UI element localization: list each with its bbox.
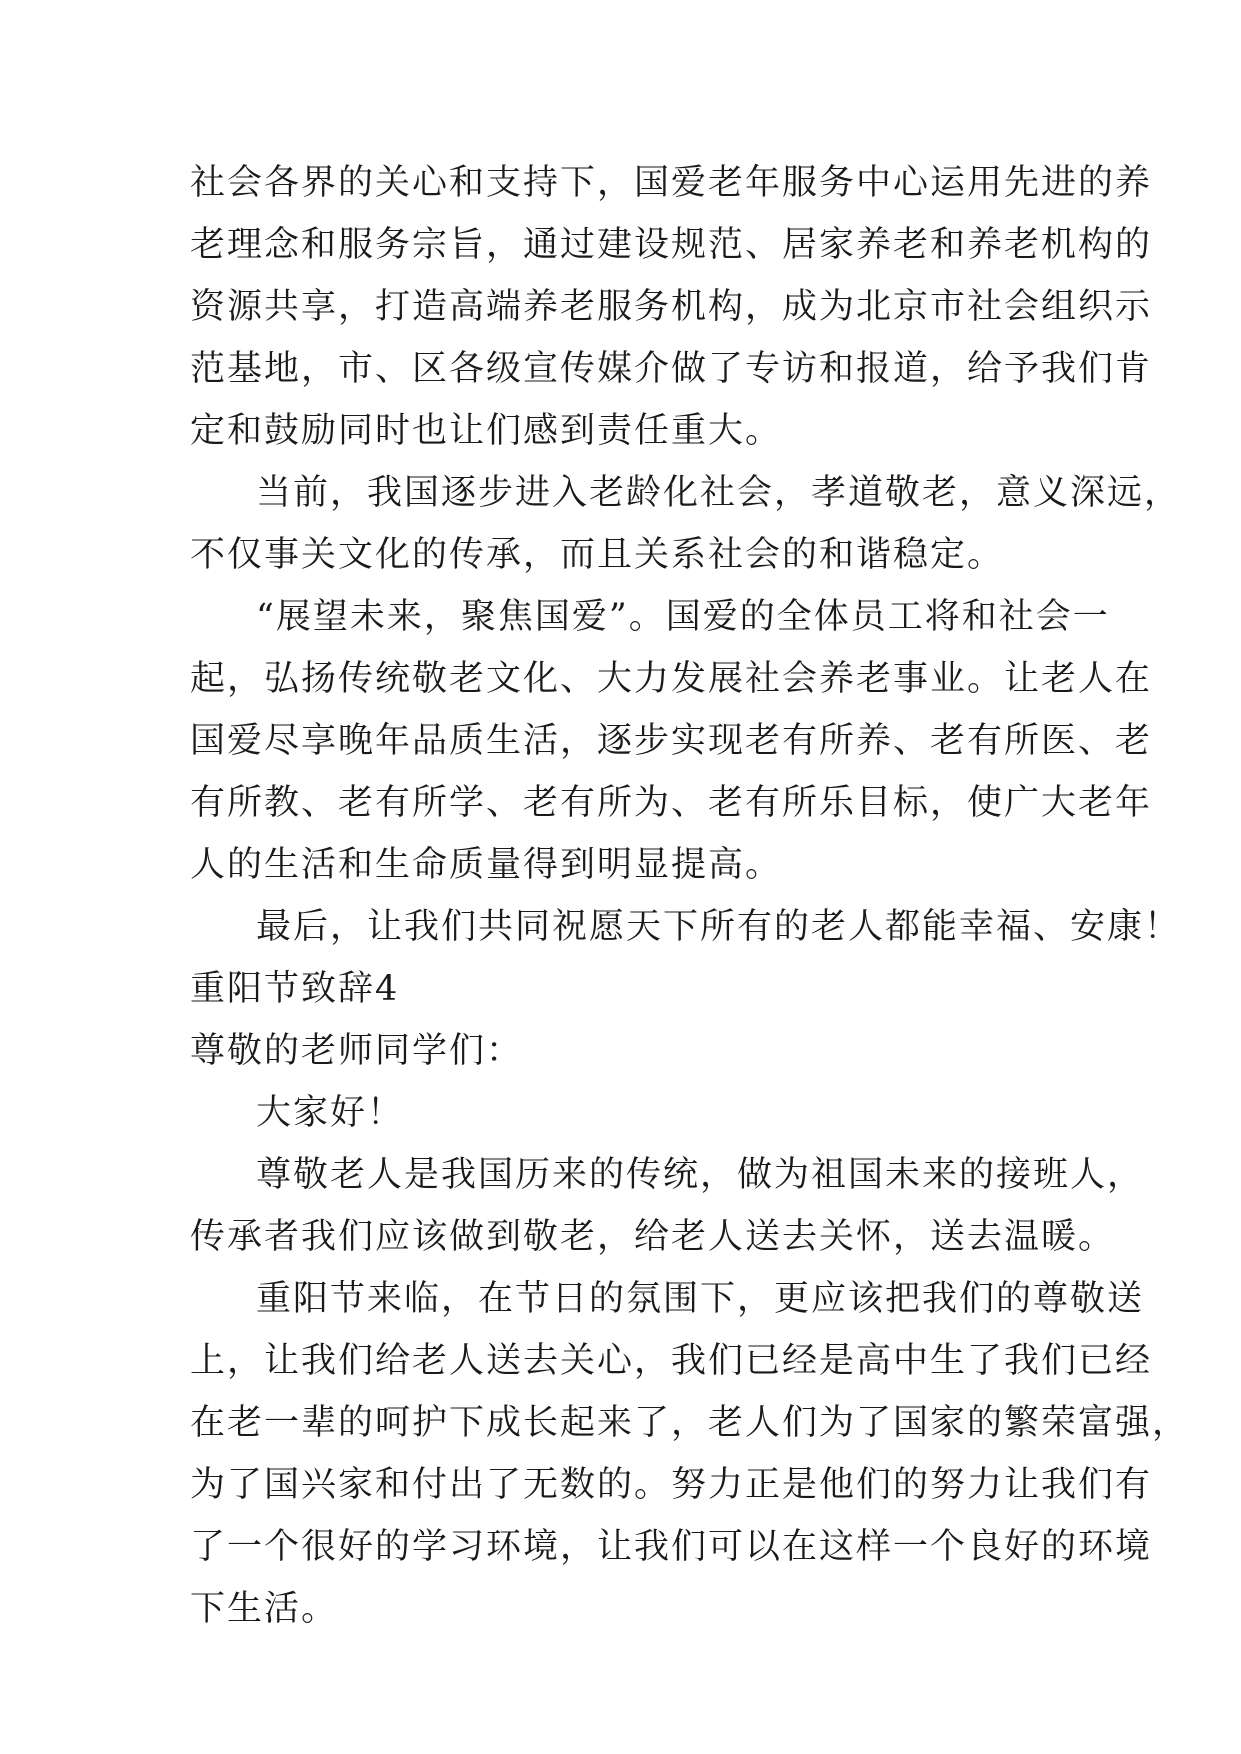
text-line: 了一个很好的学习环境，让我们可以在这样一个良好的环境 bbox=[190, 1527, 1153, 1567]
text-line: 社会各界的关心和支持下，国爱老年服务中心运用先进的养 bbox=[190, 163, 1153, 203]
text-line: 人的生活和生命质量得到明显提高。 bbox=[190, 845, 783, 885]
text-line: 上，让我们给老人送去关心，我们已经是高中生了我们已经 bbox=[190, 1341, 1153, 1381]
paragraph-first-line: 当前，我国逐步进入老龄化社会，孝道敬老，意义深远， bbox=[256, 473, 1182, 513]
text-line: 老理念和服务宗旨，通过建设规范、居家养老和养老机构的 bbox=[190, 225, 1153, 265]
section-heading: 重阳节致辞4 bbox=[190, 969, 400, 1009]
document-body bbox=[190, 152, 1190, 1640]
paragraph-first-line: 最后，让我们共同祝愿天下所有的老人都能幸福、安康！ bbox=[256, 907, 1182, 947]
text-line: 为了国兴家和付出了无数的。努力正是他们的努力让我们有 bbox=[190, 1465, 1153, 1505]
text-line: 资源共享，打造高端养老服务机构，成为北京市社会组织示 bbox=[190, 287, 1153, 327]
text-line: 不仅事关文化的传承，而且关系社会的和谐稳定。 bbox=[190, 535, 1005, 575]
greeting: 大家好！ bbox=[256, 1093, 405, 1133]
text-line: 在老一辈的呵护下成长起来了，老人们为了国家的繁荣富强， bbox=[190, 1403, 1190, 1443]
paragraph-first-line: “展望未来，聚焦国爱”。国爱的全体员工将和社会一 bbox=[256, 597, 1110, 637]
text-line: 定和鼓励同时也让们感到责任重大。 bbox=[190, 411, 783, 451]
text-line: 国爱尽享晚年品质生活，逐步实现老有所养、老有所医、老 bbox=[190, 721, 1153, 761]
paragraph-first-line: 重阳节来临，在节日的氛围下，更应该把我们的尊敬送 bbox=[256, 1279, 1145, 1319]
paragraph-first-line: 尊敬老人是我国历来的传统，做为祖国未来的接班人， bbox=[256, 1155, 1145, 1195]
text-line: 下生活。 bbox=[190, 1589, 339, 1629]
text-line: 范基地，市、区各级宣传媒介做了专访和报道，给予我们肯 bbox=[190, 349, 1153, 389]
salutation: 尊敬的老师同学们： bbox=[190, 1031, 524, 1071]
text-line: 传承者我们应该做到敬老，给老人送去关怀，送去温暖。 bbox=[190, 1217, 1116, 1257]
text-line: 起，弘扬传统敬老文化、大力发展社会养老事业。让老人在 bbox=[190, 659, 1153, 699]
text-line: 有所教、老有所学、老有所为、老有所乐目标，使广大老年 bbox=[190, 783, 1153, 823]
